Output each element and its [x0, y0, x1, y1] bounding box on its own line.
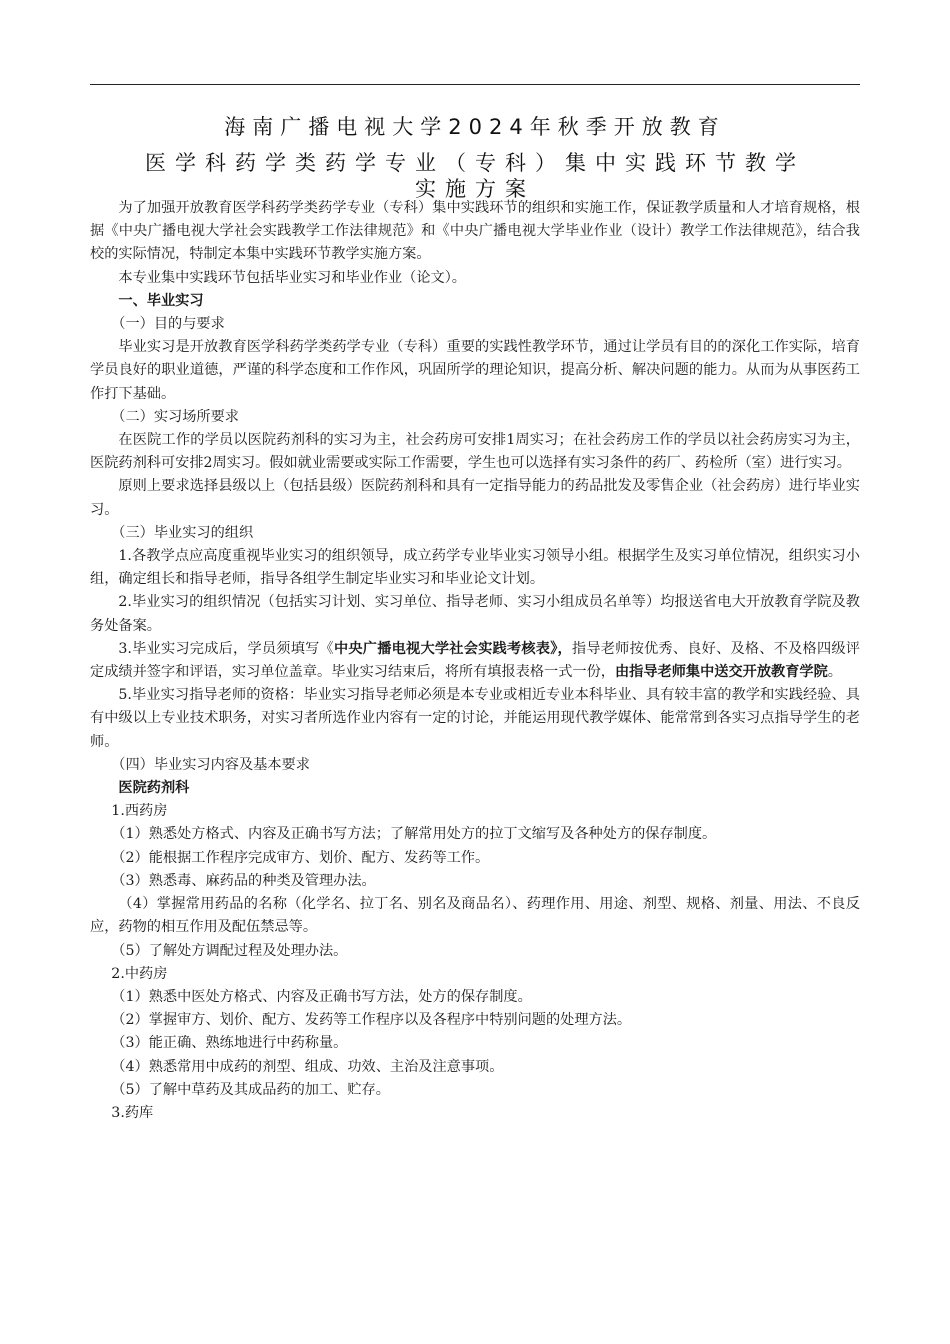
western-item-3: （3）熟悉毒、麻药品的种类及管理办法。 — [111, 872, 376, 889]
chinese-item-1: （1）熟悉中医处方格式、内容及正确书写方法，处方的保存制度。 — [111, 988, 532, 1005]
organization-item-5: 5.毕业实习指导老师的资格：毕业实习指导老师必须是本专业或相近专业本科毕业、具有较丰富的教学和实践经验、具有中级以上专业技术职务，对实习者所选作业内容有一定的讨论，并能运用现代教学媒体、能常常到各实习点指导学生的老师。 — [90, 687, 860, 750]
item3-text-a: 3.毕业实习完成后，学员须填写《 — [118, 640, 334, 657]
western-item-2: （2）能根据工作程序完成审方、划价、配方、发药等工作。 — [111, 849, 490, 866]
title-line-2: 医学科药学类药学专业（专科）集中实践环节教学 — [145, 151, 805, 175]
item3-text-e: 。 — [827, 664, 842, 681]
subheading-site: （二）实习场所要求 — [111, 408, 239, 425]
top-rule — [90, 84, 860, 85]
western-item-5: （5）了解处方调配过程及处理办法。 — [111, 942, 348, 959]
chinese-item-2: （2）掌握审方、划价、配方、发药等工作程序以及各程序中特别问题的处理方法。 — [111, 1012, 632, 1029]
organization-item-1: 1.各教学点应高度重视毕业实习的组织领导，成立药学专业毕业实习领导小组。根据学生及实习单位情况，组织实习小组，确定组长和指导老师，指导各组学生制定毕业实习和毕业论文计划。 — [90, 548, 860, 588]
western-item-4: （4）掌握常用药品的名称（化学名、拉丁名、别名及商品名）、药理作用、用途、剂型、规格、剂量、用法、不良反应，药物的相互作用及配伍禁忌等。 — [90, 896, 860, 936]
subheading-purpose: （一）目的与要求 — [111, 316, 225, 333]
title-line-3: 实施方案 — [415, 177, 535, 201]
subheading-content: （四）毕业实习内容及基本要求 — [111, 756, 310, 773]
item3-form-name: 中央广播电视大学社会实践考核表》， — [333, 640, 572, 657]
section-heading-internship: 一、毕业实习 — [118, 292, 204, 309]
subheading-organization: （三）毕业实习的组织 — [111, 524, 254, 541]
document-body — [90, 197, 860, 1125]
site-paragraph-2: 原则上要求选择县级以上（包括县级）医院药剂科和具有一定指导能力的药品批发及零售企业（社会药房）进行毕业实习。 — [90, 478, 860, 518]
title-line-1: 海南广播电视大学2024年秋季开放教育 — [224, 115, 726, 139]
purpose-paragraph: 毕业实习是开放教育医学科药学类药学专业（专科）重要的实践性教学环节，通过让学员有目的的深化工作实际，培育学员良好的职业道德，严谨的科学态度和工作作风，巩固所学的理论知识，提高分析、解决问题的能力。从而为从事医药工作打下基础。 — [90, 339, 860, 402]
dept-heading: 医院药剂科 — [118, 780, 190, 797]
organization-item-3 — [90, 638, 860, 684]
item3-text-c: 指导老师按优秀、良好、及格、不及格四级评定成绩并签字和评语，实习单位盖章。毕业实习结束后，将所有填报表格一式一份， — [90, 640, 860, 681]
western-pharmacy-title: 1.西药房 — [111, 803, 168, 820]
chinese-item-5: （5）了解中草药及其成品药的加工、贮存。 — [111, 1081, 390, 1098]
organization-item-2: 2.毕业实习的组织情况（包括实习计划、实习单位、指导老师、实习小组成员名单等）均报送省电大开放教育学院及教务处备案。 — [90, 594, 860, 634]
item3-submission: 由指导老师集中送交开放教育学院 — [614, 664, 828, 681]
intro-paragraph-2: 本专业集中实践环节包括毕业实习和毕业作业（论文）。 — [118, 269, 466, 286]
western-item-1: （1）熟悉处方格式、内容及正确书写方法；了解常用处方的拉丁文缩写及各种处方的保存制度。 — [111, 826, 717, 843]
chinese-item-3: （3）能正确、熟练地进行中药称量。 — [111, 1035, 348, 1052]
chinese-item-4: （4）熟悉常用中成药的剂型、组成、功效、主治及注意事项。 — [111, 1058, 504, 1075]
warehouse-title: 3.药库 — [111, 1104, 154, 1121]
chinese-pharmacy-title: 2.中药房 — [111, 965, 168, 982]
site-paragraph-1: 在医院工作的学员以医院药剂科的实习为主，社会药房可安排1周实习；在社会药房工作的学员以社会药房实习为主，医院药剂科可安排2周实习。假如就业需要或实际工作需要，学生也可以选择有实习条件的药厂、药检所（室）进行实习。 — [90, 432, 860, 472]
intro-paragraph-1: 为了加强开放教育医学科药学类药学专业（专科）集中实践环节的组织和实施工作，保证教学质量和人才培育规格，根据《中央广播电视大学社会实践教学工作法律规范》和《中央广播电视大学毕业作业（设计）教学工作法律规范》，结合我校的实际情况，特制定本集中实践环节教学实施方案。 — [90, 200, 860, 263]
